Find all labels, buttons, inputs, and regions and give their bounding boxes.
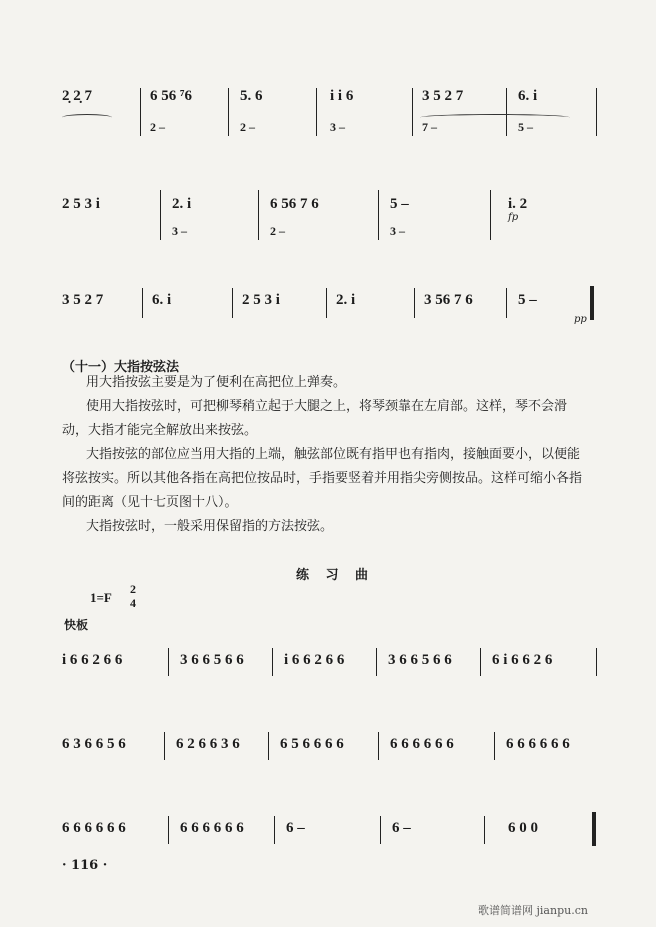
barline (164, 732, 165, 760)
exercise-measure: 6 0 0 (508, 820, 538, 836)
final-barline (592, 812, 596, 846)
barline (274, 816, 275, 844)
time-signature-bottom: 4 (130, 596, 136, 610)
paragraph-2: 使用大指按弦时，可把柳琴稍立起于大腿之上，将琴颈靠在左肩部。这样，琴不会滑 (86, 399, 568, 414)
paragraph-1: 用大指按弦主要是为了便利在高把位上弹奏。 (86, 375, 347, 390)
barline (596, 648, 597, 676)
measure-4-upper: 2. i (336, 292, 356, 308)
exercise-measure: 6 – (286, 820, 305, 836)
measure-5-lower: 7 – (422, 120, 437, 134)
exercise-measure: 6 5 6 6 6 6 (280, 736, 344, 752)
exercise-row-2 (0, 724, 656, 764)
measure-5-upper: i. 2 (508, 196, 528, 212)
measure-2-lower: 3 – (172, 224, 187, 238)
barline (484, 816, 485, 844)
exercise-measure: i 6 6 2 6 6 (284, 652, 345, 668)
barline (258, 190, 259, 240)
measure-2-upper: 6 56 ⁷6 (150, 88, 192, 104)
measure-6-upper: 6. i (518, 88, 538, 104)
measure-4-upper: 5 – (390, 196, 409, 212)
paragraph-4: 大指按弦时，一般采用保留指的方法按弦。 (86, 519, 334, 534)
tie-arc (62, 114, 112, 121)
barline (168, 816, 169, 844)
barline (378, 190, 379, 240)
barline (480, 648, 481, 676)
barline (596, 88, 597, 136)
measure-1-upper: 3 5 2 7 (62, 292, 104, 308)
barline (228, 88, 229, 136)
barline (142, 288, 143, 318)
score-system-2 (0, 176, 656, 246)
paragraph-3: 大指按弦的部位应当用大指的上端，触弦部位既有指甲也有指肉，接触面要小，以便能 (86, 447, 581, 462)
watermark: 歌谱简谱网 jianpu.cn (478, 904, 588, 917)
exercise-measure: 6 6 6 6 6 6 (62, 820, 126, 836)
exercise-measure: 6 3 6 6 5 6 (62, 736, 126, 752)
exercise-row-3 (0, 808, 656, 848)
measure-1-upper: 2̣ 2̣ 7 (62, 88, 92, 104)
measure-1-upper: 2 5 3 i (62, 196, 100, 212)
barline (490, 190, 491, 240)
barline (380, 816, 381, 844)
exercise-measure: i 6 6 2 6 6 (62, 652, 123, 668)
measure-3-lower: 2 – (240, 120, 255, 134)
exercise-measure: 6 – (392, 820, 411, 836)
measure-2-upper: 6. i (152, 292, 172, 308)
barline (140, 88, 141, 136)
measure-3-upper: 6 56 7 6 (270, 196, 319, 212)
tie-arc (420, 114, 570, 121)
paragraph-3-cont: 将弦按实。所以其他各指在高把位按品时，手指要竖着并用指尖旁侧按品。这样可缩小各指 (62, 471, 583, 486)
score-system-3 (0, 282, 656, 332)
exercise-measure: 6 6 6 6 6 6 (506, 736, 570, 752)
tempo-marking: 快板 (64, 618, 89, 632)
key-signature: 1=F (90, 590, 112, 605)
measure-6-lower: 5 – (518, 120, 533, 134)
barline (326, 288, 327, 318)
barline (414, 288, 415, 318)
exercise-row-1 (0, 640, 656, 680)
barline (272, 648, 273, 676)
exercise-measure: 6 2 6 6 3 6 (176, 736, 240, 752)
time-signature-top: 2 (130, 582, 136, 596)
barline (316, 88, 317, 136)
barline (160, 190, 161, 240)
page-number: · 116 · (62, 858, 108, 873)
dynamic-pp: pp (574, 314, 587, 325)
section-heading: （十一）大指按弦法 (62, 360, 180, 375)
measure-2-upper: 2. i (172, 196, 192, 212)
exercise-title: 练 习 曲 (296, 568, 375, 583)
measure-5-upper: 3 5 2 7 (422, 88, 464, 104)
measure-4-lower: 3 – (390, 224, 405, 238)
exercise-measure: 6 6 6 6 6 6 (180, 820, 244, 836)
barline (506, 88, 507, 136)
exercise-measure: 6 i 6 6 2 6 (492, 652, 553, 668)
measure-4-lower: 3 – (330, 120, 345, 134)
paragraph-2-cont: 动，大指才能完全解放出来按弦。 (62, 423, 258, 438)
paragraph-3-end: 间的距离（见十七页图十八）。 (62, 495, 238, 510)
barline (376, 648, 377, 676)
measure-6-upper: 5 – (518, 292, 537, 308)
measure-4-upper: i i 6 (330, 88, 354, 104)
barline (494, 732, 495, 760)
score-system-1 (0, 80, 656, 150)
exercise-measure: 3 6 6 5 6 6 (388, 652, 452, 668)
barline (378, 732, 379, 760)
final-barline (590, 286, 594, 320)
measure-3-upper: 2 5 3 i (242, 292, 280, 308)
exercise-measure: 6 6 6 6 6 6 (390, 736, 454, 752)
measure-3-upper: 5. 6 (240, 88, 263, 104)
barline (506, 288, 507, 318)
exercise-measure: 3 6 6 5 6 6 (180, 652, 244, 668)
measure-2-lower: 2 – (150, 120, 165, 134)
barline (412, 88, 413, 136)
barline (268, 732, 269, 760)
barline (168, 648, 169, 676)
dynamic-fp: fp (508, 212, 519, 223)
measure-3-lower: 2 – (270, 224, 285, 238)
measure-5-upper: 3 56 7 6 (424, 292, 473, 308)
barline (232, 288, 233, 318)
